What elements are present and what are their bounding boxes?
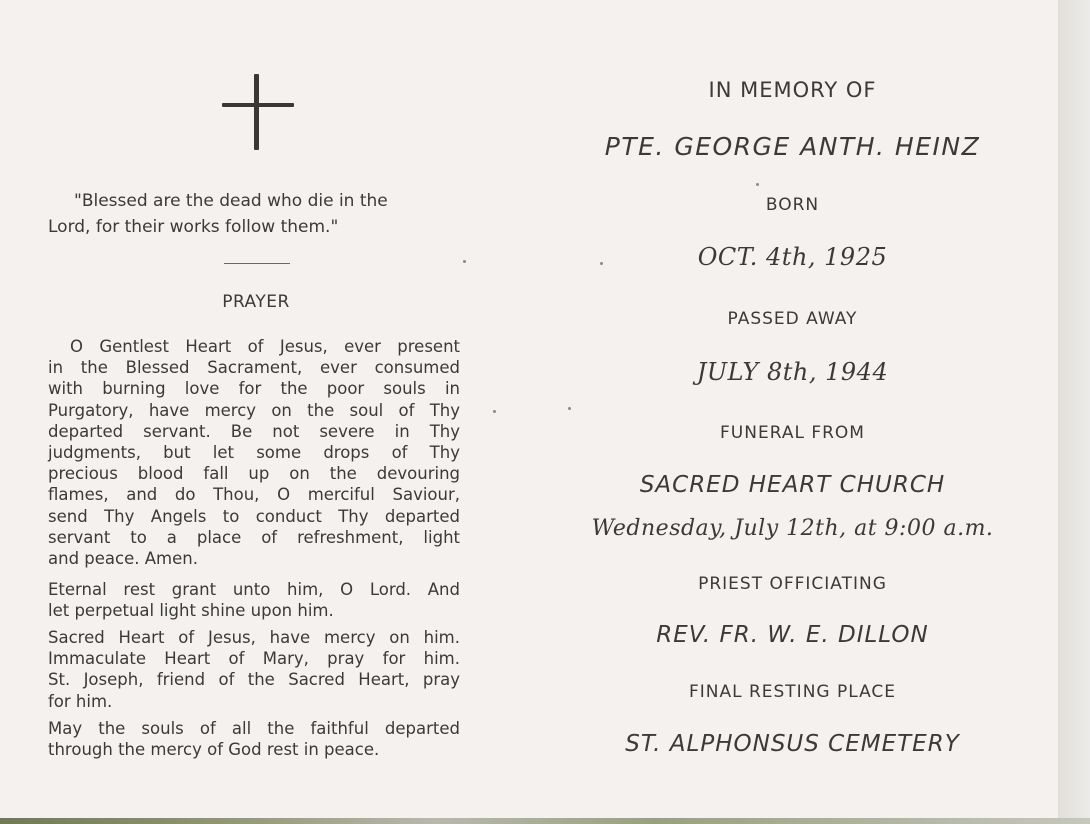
text-line: flames, and do Thou, O merciful Saviour, bbox=[48, 485, 460, 505]
prayer-heading: PRAYER bbox=[222, 292, 290, 312]
deceased-name: PTE. GEORGE ANTH. HEINZ bbox=[604, 132, 981, 161]
eternal-rest-text bbox=[48, 579, 460, 621]
text-line: Eternal rest grant unto him, O Lord. And bbox=[48, 580, 460, 599]
church-name: SACRED HEART CHURCH bbox=[639, 472, 946, 498]
page-edge bbox=[1058, 0, 1090, 824]
funeral-time: Wednesday, July 12th, at 9:00 a.m. bbox=[591, 516, 994, 541]
text-line: Purgatory, have mercy on the soul of Thy bbox=[48, 400, 460, 420]
speck bbox=[568, 407, 571, 410]
text-line: departed servant. Be not severe in Thy bbox=[48, 421, 460, 441]
invocation-text bbox=[48, 627, 460, 712]
passed-away-label: PASSED AWAY bbox=[727, 309, 858, 329]
quote-line-1: "Blessed are the dead who die in the bbox=[74, 191, 388, 211]
text-line: with burning love for the poor souls in bbox=[48, 379, 460, 399]
text-line: Immaculate Heart of Mary, pray for him. bbox=[48, 649, 460, 669]
priest-label: PRIEST OFFICIATING bbox=[698, 574, 887, 594]
text-line: through the mercy of God rest in peace. bbox=[48, 740, 380, 760]
text-line: precious blood fall up on the devouring bbox=[48, 464, 460, 484]
text-line: for him. bbox=[48, 691, 113, 711]
quote-line-2: Lord, for their works follow them." bbox=[48, 217, 339, 237]
cemetery-name: ST. ALPHONSUS CEMETERY bbox=[625, 731, 960, 757]
scripture-quote bbox=[48, 188, 462, 240]
passed-away-date: JULY 8th, 1944 bbox=[696, 358, 889, 386]
text-line: O Gentlest Heart of Jesus, ever present bbox=[70, 337, 460, 356]
speck bbox=[493, 410, 496, 413]
text-line: servant to a place of refreshment, light bbox=[48, 527, 460, 547]
text-line: and peace. Amen. bbox=[48, 549, 198, 569]
prayer-text bbox=[48, 336, 460, 569]
text-line: judgments, but let some drops of Thy bbox=[48, 443, 460, 463]
text-line: send Thy Angels to conduct Thy departed bbox=[48, 506, 460, 526]
speck bbox=[756, 183, 759, 186]
speck bbox=[463, 260, 466, 263]
text-line: let perpetual light shine upon him. bbox=[48, 601, 334, 621]
born-date: OCT. 4th, 1925 bbox=[697, 243, 888, 271]
text-line: St. Joseph, friend of the Sacred Heart, pray bbox=[48, 670, 460, 690]
text-line: Sacred Heart of Jesus, have mercy on him. bbox=[48, 628, 460, 647]
speck bbox=[600, 262, 603, 265]
divider bbox=[224, 263, 290, 264]
background-strip bbox=[0, 818, 1090, 824]
born-label: BORN bbox=[765, 195, 820, 215]
text-line: May the souls of all the faithful departed bbox=[48, 719, 460, 738]
resting-place-label: FINAL RESTING PLACE bbox=[688, 682, 897, 702]
priest-name: REV. FR. W. E. DILLON bbox=[656, 622, 929, 648]
in-memory-heading: IN MEMORY OF bbox=[708, 78, 877, 102]
funeral-label: FUNERAL FROM bbox=[720, 423, 865, 443]
text-line: in the Blessed Sacrament, ever consumed bbox=[48, 358, 460, 378]
cross-icon bbox=[222, 74, 294, 152]
souls-text bbox=[48, 718, 460, 760]
